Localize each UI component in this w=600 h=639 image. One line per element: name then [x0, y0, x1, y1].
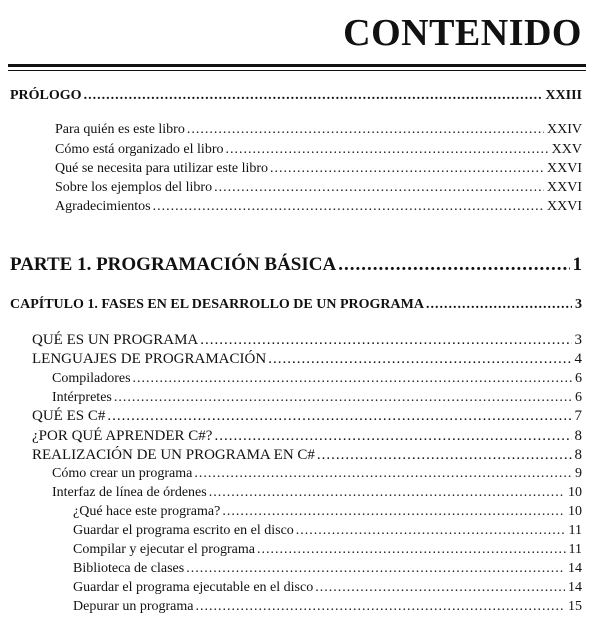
toc-entry-page: 11 — [568, 542, 582, 557]
toc-entry-page: XXV — [551, 142, 582, 157]
toc-entry — [32, 332, 582, 349]
toc-entry — [32, 408, 582, 425]
toc-entry — [73, 504, 582, 520]
toc-entry-page: 9 — [575, 466, 582, 481]
toc-entry-label: Biblioteca de clases — [73, 561, 185, 576]
toc-leader-dots — [153, 199, 544, 215]
toc-entry-label: Cómo crear un programa — [52, 466, 193, 481]
toc-entry-page: XXVI — [547, 161, 582, 176]
toc-leader-dots — [222, 504, 565, 520]
toc-entry — [73, 561, 582, 577]
toc-entry — [10, 88, 582, 104]
toc-leader-dots — [225, 142, 548, 158]
toc-entry — [52, 485, 582, 501]
toc-leader-dots — [270, 161, 544, 177]
toc-entry-label: Depurar un programa — [73, 599, 194, 614]
toc-entry-label: Qué se necesita para utilizar este libro — [55, 161, 269, 176]
toc-entry-page: XXVI — [547, 180, 582, 195]
toc-leader-dots — [209, 485, 565, 501]
toc-entry-page: 10 — [568, 504, 582, 519]
title-rule-thin — [8, 70, 586, 71]
toc-entry-label: Para quién es este libro — [55, 122, 185, 137]
toc-leader-dots — [107, 408, 571, 425]
toc-entry — [52, 390, 582, 406]
toc-entry — [32, 428, 582, 445]
toc-leader-dots — [317, 447, 572, 464]
toc-entry — [32, 447, 582, 464]
toc-entry-label: LENGUAJES DE PROGRAMACIÓN — [32, 351, 267, 367]
toc-entry — [55, 199, 582, 215]
toc-leader-dots — [426, 297, 572, 313]
toc-entry-label: ¿POR QUÉ APRENDER C#? — [32, 428, 213, 444]
toc-entry-label: PRÓLOGO — [10, 88, 82, 103]
toc-entry-page: 14 — [568, 580, 582, 595]
toc-entry-label: CAPÍTULO 1. FASES EN EL DESARROLLO DE UN PROGRAMA — [10, 297, 424, 312]
toc-entry — [10, 297, 582, 313]
toc-leader-dots — [296, 523, 566, 539]
toc-leader-dots — [200, 332, 571, 349]
toc-leader-dots — [133, 371, 572, 387]
toc-entry-page: 6 — [575, 371, 582, 386]
toc-entry-page: XXVI — [547, 199, 582, 214]
toc-entry — [55, 122, 582, 138]
toc-entry-label: Intérpretes — [52, 390, 112, 405]
toc-entry-label: Guardar el programa ejecutable en el disco — [73, 580, 314, 595]
toc-leader-dots — [268, 351, 571, 368]
toc-entry — [52, 466, 582, 482]
toc-entry-label: Guardar el programa escrito en el disco — [73, 523, 294, 538]
toc-entry — [73, 523, 582, 539]
toc-entry — [10, 254, 582, 276]
title-rule-thick — [8, 64, 586, 67]
toc-entry-page: 1 — [572, 254, 582, 275]
toc-entry-page: XXIV — [547, 122, 582, 137]
toc-leader-dots — [194, 466, 572, 482]
toc-entry-page: 8 — [574, 428, 582, 444]
toc-leader-dots — [187, 122, 544, 138]
toc-entry-page: 14 — [568, 561, 582, 576]
toc-entry — [73, 599, 582, 615]
toc-entry-page: 7 — [574, 408, 582, 424]
toc-entry-label: PARTE 1. PROGRAMACIÓN BÁSICA — [10, 254, 337, 275]
toc-leader-dots — [214, 180, 544, 196]
toc-entry-label: REALIZACIÓN DE UN PROGRAMA EN C# — [32, 447, 315, 463]
toc-entry-page: 4 — [574, 351, 582, 367]
toc-entry-page: 3 — [574, 332, 582, 348]
toc-entry — [55, 180, 582, 196]
toc-entry-page: 11 — [568, 523, 582, 538]
toc-entry-label: QUÉ ES C# — [32, 408, 106, 424]
toc-leader-dots — [214, 428, 571, 445]
toc-leader-dots — [186, 561, 565, 577]
toc-entry-label: Sobre los ejemplos del libro — [55, 180, 213, 195]
toc-entry-page: 6 — [575, 390, 582, 405]
toc-entry-page: 15 — [568, 599, 582, 614]
toc-entry-label: Compiladores — [52, 371, 131, 386]
toc-leader-dots — [257, 542, 566, 558]
toc-entry-label: Agradecimientos — [55, 199, 151, 214]
toc-entry-label: QUÉ ES UN PROGRAMA — [32, 332, 199, 348]
toc-entry-label: Cómo está organizado el libro — [55, 142, 224, 157]
toc-leader-dots — [196, 599, 565, 615]
toc-leader-dots — [114, 390, 572, 406]
toc-entry-page: 10 — [568, 485, 582, 500]
toc-entry-page: XXIII — [545, 88, 582, 103]
toc-leader-dots — [338, 254, 569, 276]
toc-entry-label: Interfaz de línea de órdenes — [52, 485, 207, 500]
toc-entry-label: Compilar y ejecutar el programa — [73, 542, 255, 557]
toc-entry-label: ¿Qué hace este programa? — [73, 504, 221, 519]
toc-entry-page: 3 — [575, 297, 582, 312]
page-title: CONTENIDO — [343, 12, 582, 54]
toc-entry — [73, 580, 582, 596]
toc-leader-dots — [84, 88, 543, 104]
toc-entry — [55, 161, 582, 177]
toc-entry — [32, 351, 582, 368]
toc-entry — [73, 542, 582, 558]
toc-leader-dots — [315, 580, 565, 596]
toc-entry — [55, 142, 582, 158]
toc-entry — [52, 371, 582, 387]
toc-entry-page: 8 — [574, 447, 582, 463]
